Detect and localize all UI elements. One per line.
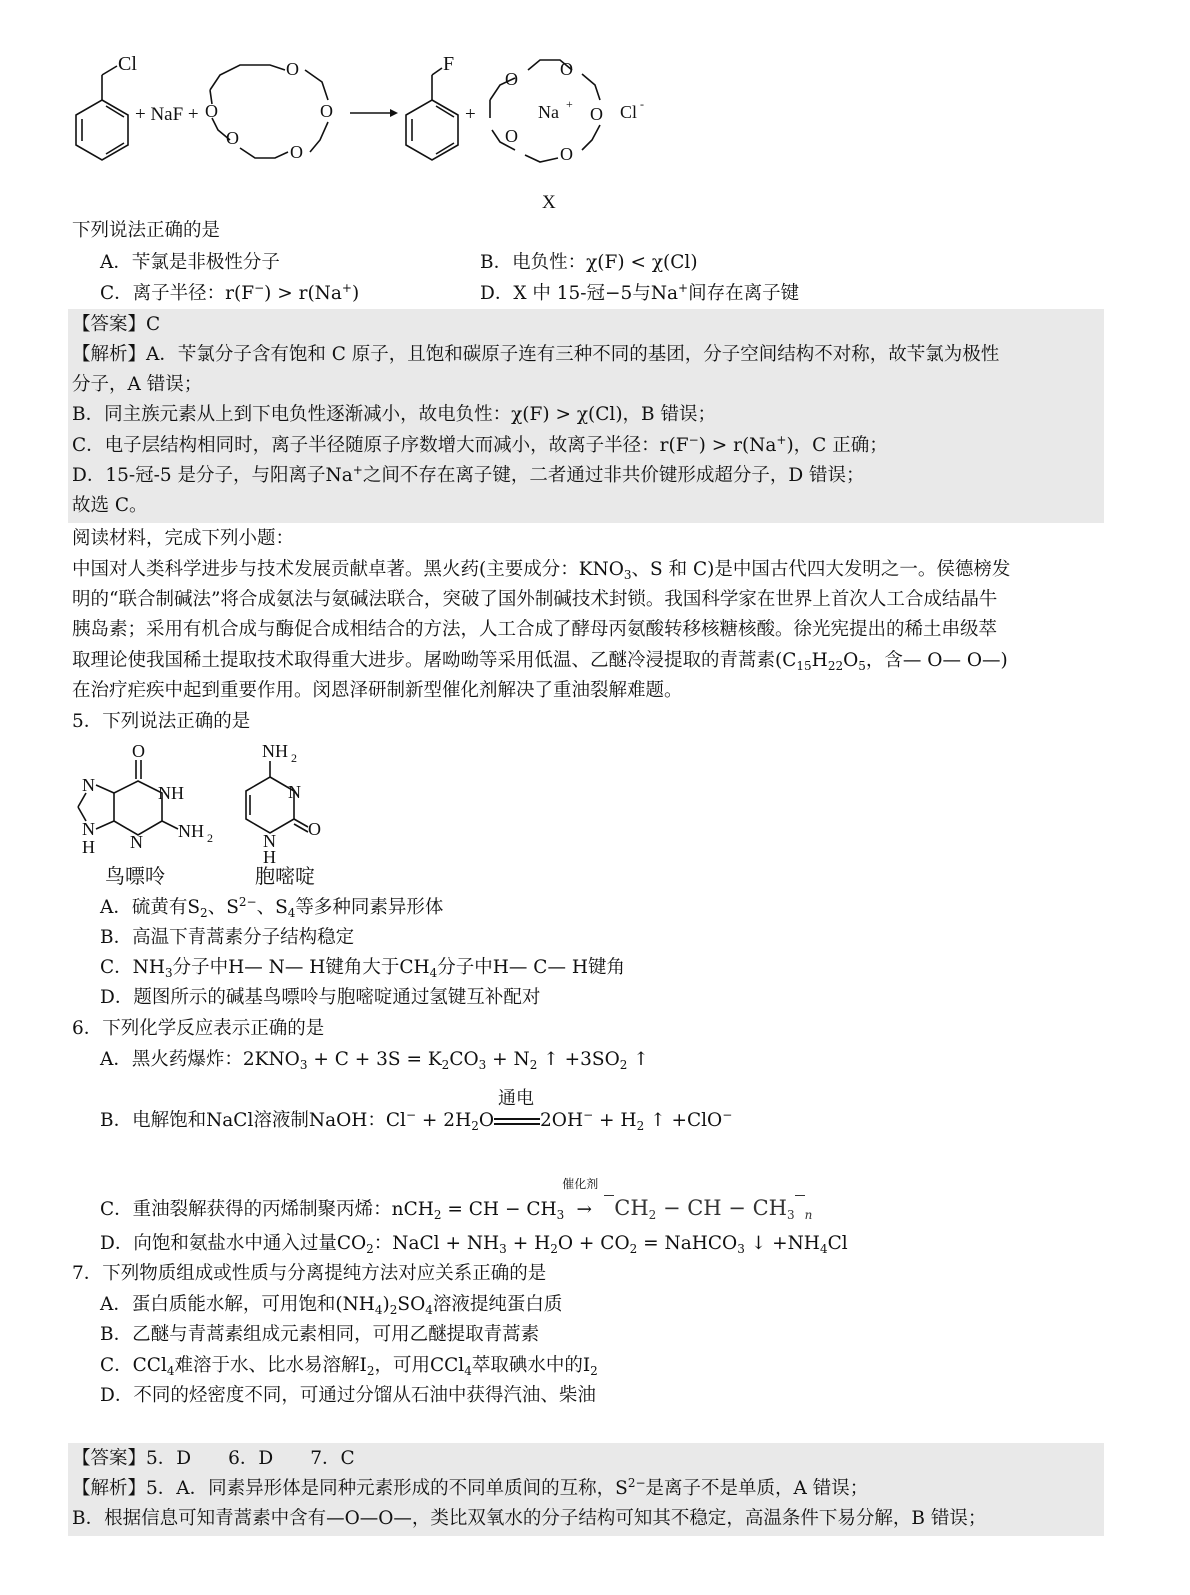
answer-5-analysis-b: B．根据信息可知青蒿素中含有—O—O—，类比双氧水的分子结构可知其不稳定，高温条件下易分解，B 错误； <box>72 1508 987 1529</box>
product-plus: + <box>465 104 476 125</box>
chlorine-atom-label: Cl <box>118 53 137 75</box>
q7-option-d: D．不同的烃密度不同，可通过分馏从石油中获得汽油、柴油 <box>100 1385 596 1406</box>
crown-oxygen-3: O <box>290 142 303 162</box>
answer-4-analysis-a: 【解析】A．苄氯分子含有饱和 C 原子，且饱和碳原子连有三种不同的基团，分子空间结构不对称，故苄氯为极性 <box>72 344 1000 365</box>
crown-oxygen-2: O <box>320 101 333 121</box>
answer-4-conclusion: 故选 C。 <box>72 495 148 516</box>
material-line-5: 在治疗疟疾中起到重要作用。闵恩泽研制新型催化剂解决了重油裂解难题。 <box>72 680 683 701</box>
product-x-label: X <box>542 192 556 213</box>
q4-option-a: A．苄氯是非极性分子 <box>100 252 280 273</box>
complex-oxygen-1: O <box>505 69 518 89</box>
material-line-2: 明的“联合制碱法”将合成氨法与氨碱法联合，突破了国外制碱技术封锁。我国科学家在世界上首次人工合成结晶牛 <box>72 589 998 610</box>
q5-option-c: C．$NH_3$分子中H— N— H键角大于$CH_4$分子中H— C— H键角 <box>100 957 625 980</box>
sodium-ion-label: Na <box>538 102 559 122</box>
svg-text:N: N <box>82 819 95 839</box>
material-intro: 阅读材料，完成下列小题： <box>72 528 295 549</box>
svg-text:N: N <box>288 782 301 802</box>
sodium-crown-complex-structure <box>490 59 644 213</box>
svg-text:NH: NH <box>158 783 184 803</box>
answer-4-analysis-a-cont: 分子，A 错误； <box>72 374 203 395</box>
q4-option-c: C．离子半径：r(F−) > r(Na+) <box>100 281 360 304</box>
fluorine-atom-label: F <box>443 53 455 75</box>
guanine-name: 鸟嘌呤 <box>105 866 165 888</box>
svg-text:2: 2 <box>291 751 297 765</box>
cytosine-name: 胞嘧啶 <box>255 866 315 888</box>
svg-text:H: H <box>82 837 95 857</box>
q4-stem: 下列说法正确的是 <box>72 220 221 241</box>
answer-4-label: 【答案】C <box>72 314 161 335</box>
benzyl-chloride-structure <box>76 53 137 160</box>
reactant-plus-naf: + NaF + <box>135 104 199 125</box>
crown-oxygen-5: O <box>205 101 218 121</box>
nucleobase-structures <box>70 735 370 890</box>
reaction-arrow-head <box>390 109 398 117</box>
q6-option-d: D．向饱和氨盐水中通入过量$CO_2$：NaCl + $NH_3 + H_2O + CO_2$ = NaHCO$_3$ ↓ $+NH_4Cl$ <box>100 1233 848 1256</box>
guanine-structure <box>78 741 213 888</box>
reaction-scheme <box>60 30 660 220</box>
q5-option-b: B．高温下青蒿素分子结构稳定 <box>100 927 355 948</box>
crown-oxygen-4: O <box>226 128 239 148</box>
svg-text:NH: NH <box>262 741 288 761</box>
complex-oxygen-3: O <box>590 104 603 124</box>
sodium-ion-charge: + <box>566 97 573 111</box>
answer-567-label: 【答案】5．D 6．D 7．C <box>72 1448 355 1469</box>
svg-text:N: N <box>263 831 276 851</box>
crown-oxygen-1: O <box>286 59 299 79</box>
material-line-3: 胰岛素；采用有机合成与酶促合成相结合的方法，人工合成了酵母丙氨酸转移核糖核酸。徐光宪提出的稀土串级萃 <box>72 619 998 640</box>
answer-4-analysis-d: D．15-冠-5 是分子，与阳离子Na+之间不存在离子键，二者通过非共价键形成超分子，D 错误； <box>72 463 865 486</box>
crown-ether-structure <box>205 59 333 162</box>
material-line-1: 中国对人类科学进步与技术发展贡献卓著。黑火药(主要成分：$KNO_3$、S 和 C)是中国古代四大发明之一。侯德榜发 <box>72 559 1011 582</box>
q7-option-b: B．乙醚与青蒿素组成元素相同，可用乙醚提取青蒿素 <box>100 1324 540 1345</box>
q5-option-a: A．硫黄有$S_2$、$S^{2-}$、$S_4$等多种同素异形体 <box>100 895 444 920</box>
q7-stem: 7．下列物质组成或性质与分离提纯方法对应关系正确的是 <box>72 1263 547 1284</box>
svg-text:N: N <box>82 775 95 795</box>
electrolysis-condition: 通电 <box>498 1088 535 1109</box>
benzyl-fluoride-structure <box>406 53 458 160</box>
q6-option-a: A．黑火药爆炸：$2KNO_3 + C + 3S = K_2CO_3 + N_2$ ↑ $+3SO_2$ ↑ <box>100 1049 649 1072</box>
q6-option-c: C．重油裂解获得的丙烯制聚丙烯：nCH$_2$ = CH − $CH_3$ 催化剂 → $CH_2$ − CH − $CH_3$ $_n$ <box>100 1193 812 1225</box>
material-line-4: 取理论使我国稀土提取技术取得重大进步。屠呦呦等采用低温、乙醚冷浸提取的青蒿素($C_{15}H_{22}O_5$，含— O— O—) <box>72 650 1008 673</box>
q6-stem: 6．下列化学反应表示正确的是 <box>72 1018 325 1039</box>
complex-oxygen-4: O <box>560 144 573 164</box>
polypropylene-product: $CH_2$ − CH − $CH_3$ $_n$ <box>604 1196 812 1220</box>
svg-text:O: O <box>308 819 321 839</box>
q7-option-a: A．蛋白质能水解，可用饱和$(NH_4)_2SO_4$溶液提纯蛋白质 <box>100 1294 563 1317</box>
q4-option-b: B．电负性：χ(F) < χ(Cl) <box>480 252 698 273</box>
svg-text:O: O <box>132 741 145 761</box>
q7-option-c: C．CCl$_4$难溶于水、比水易溶解$I_2$，可用CCl$_4$萃取碘水中的$I_2$ <box>100 1355 598 1378</box>
q4-option-d: D．X 中 15-冠−5与Na+间存在离子键 <box>480 281 800 304</box>
complex-oxygen-5: O <box>505 126 518 146</box>
svg-text:H: H <box>263 847 276 867</box>
catalyst-condition: 催化剂 <box>562 1177 599 1191</box>
complex-oxygen-2: O <box>560 59 573 79</box>
q5-option-d: D．题图所示的碱基鸟嘌呤与胞嘧啶通过氢键互补配对 <box>100 987 541 1008</box>
cytosine-structure <box>246 741 321 888</box>
answer-5-analysis-a: 【解析】5．A．同素异形体是同种元素形成的不同单质间的互称，$S^{2-}$是离子不是单质，A 错误； <box>72 1476 869 1499</box>
svg-text:NH: NH <box>178 821 204 841</box>
q5-stem: 5．下列说法正确的是 <box>72 711 251 732</box>
svg-text:2: 2 <box>207 831 213 845</box>
q6-option-b: B．电解饱和NaCl溶液制NaOH：$Cl^- + 2H_2O$ 通电 $2OH^- + H_2$ ↑ +ClO− <box>100 1088 733 1133</box>
answer-4-analysis-b: B．同主族元素从上到下电负性逐渐减小，故电负性：χ(F) > χ(Cl)，B 错误； <box>72 404 717 425</box>
catalyst-arrow: 催化剂 → <box>562 1177 599 1220</box>
svg-text:N: N <box>130 832 143 852</box>
answer-4-analysis-c: C．电子层结构相同时，离子半径随原子序数增大而减小，故离子半径：r(F−) > r(Na+)，C 正确； <box>72 433 888 456</box>
electrolysis-equals-sign <box>494 1088 540 1131</box>
chloride-ion-label: Cl <box>620 102 638 122</box>
chloride-ion-charge: - <box>640 97 644 111</box>
